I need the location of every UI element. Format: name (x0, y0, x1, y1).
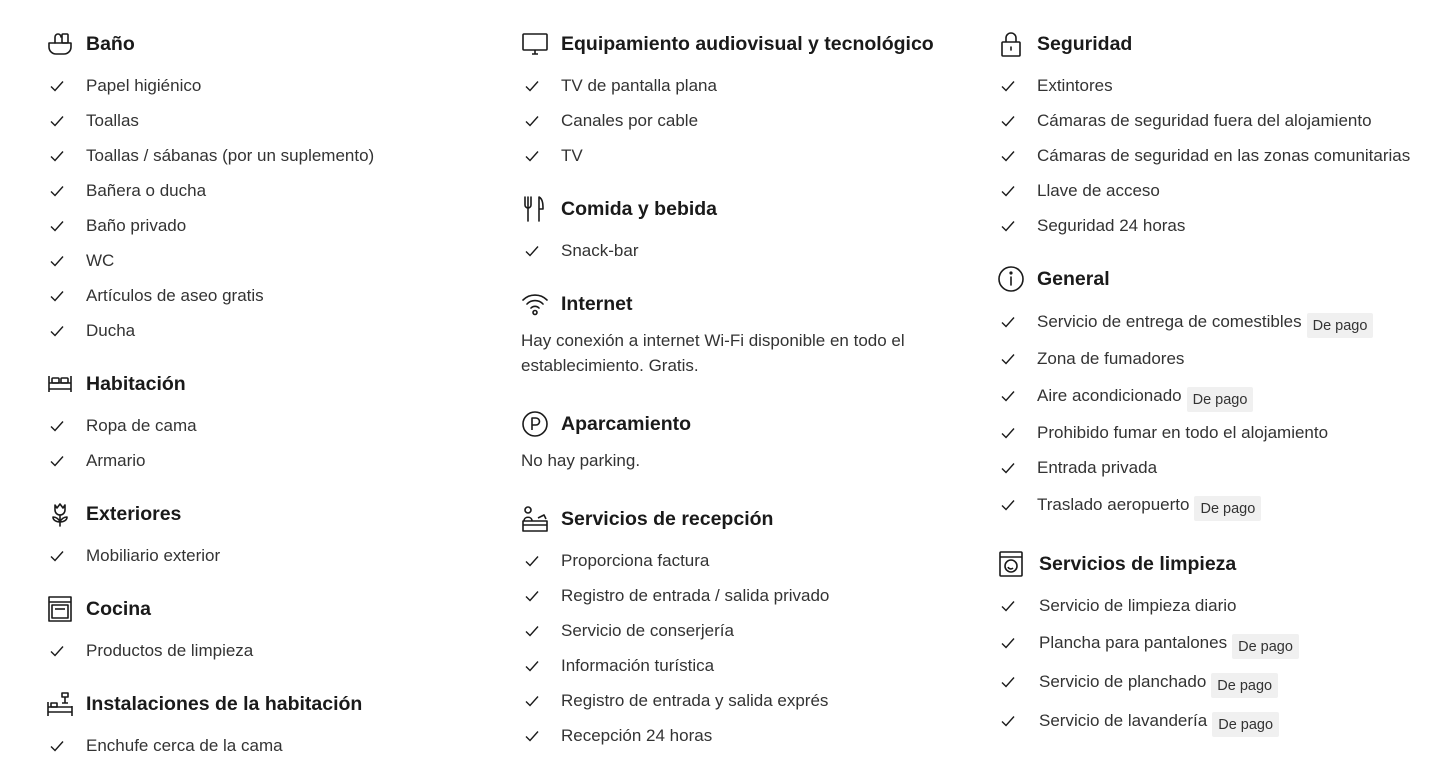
amenity-item (521, 718, 961, 753)
paid-badge: De pago (1187, 387, 1254, 412)
amenity-item (46, 173, 486, 208)
amenity-item (997, 663, 1437, 701)
amenity-item (521, 613, 961, 648)
amenity-label: Proporciona factura (561, 550, 710, 570)
amenity-label: Bañera o ducha (86, 180, 207, 200)
checkmark-icon (46, 453, 86, 469)
amenity-list (521, 233, 961, 268)
section-title: Equipamiento audiovisual y tecnológico (561, 32, 934, 55)
amenity-label: Llave de acceso (1037, 180, 1160, 200)
section-title: General (1037, 267, 1110, 290)
flower-icon (46, 500, 74, 528)
section-heading (46, 30, 486, 58)
checkmark-icon (46, 418, 86, 434)
bath-icon (46, 30, 74, 58)
amenity-item (997, 415, 1437, 450)
amenity-label: Baño privado (86, 215, 187, 235)
amenity-item (46, 103, 486, 138)
section-heading (997, 30, 1437, 58)
checkmark-icon (997, 388, 1037, 404)
amenity-label: Zona de fumadores (1037, 348, 1185, 368)
amenity-item (46, 68, 486, 103)
amenity-label: Aire acondicionado (1037, 386, 1182, 405)
checkmark-icon (46, 643, 86, 659)
room-amenities-icon (46, 690, 74, 718)
checkmark-icon (46, 183, 86, 199)
checkmark-icon (521, 113, 561, 129)
checkmark-icon (997, 148, 1037, 164)
amenity-item (46, 728, 486, 763)
checkmark-icon (46, 148, 86, 164)
checkmark-icon (46, 113, 86, 129)
paid-badge: De pago (1212, 712, 1279, 737)
section-title: Servicios de recepción (561, 507, 774, 530)
section-cleaning (997, 550, 1437, 740)
section-title: Exteriores (86, 502, 182, 525)
internet-description: Hay conexión a internet Wi-Fi disponible en todo el establecimiento. Gratis. (521, 331, 905, 375)
amenity-item (997, 173, 1437, 208)
amenity-item (521, 68, 961, 103)
checkmark-icon (997, 183, 1037, 199)
amenity-label: Recepción 24 horas (561, 725, 713, 745)
checkmark-icon (46, 738, 86, 754)
amenity-label: Servicio de conserjería (561, 620, 734, 640)
amenity-item (997, 588, 1437, 623)
amenity-list (997, 303, 1437, 524)
checkmark-icon (521, 553, 561, 569)
amenity-item (997, 303, 1437, 341)
amenity-item (997, 624, 1437, 662)
amenity-item (46, 278, 486, 313)
amenity-item (521, 543, 961, 578)
section-bathroom (46, 30, 486, 348)
section-title: Cocina (86, 597, 152, 620)
amenity-item (46, 633, 486, 668)
amenity-list (521, 543, 961, 753)
section-title: Habitación (86, 372, 186, 395)
checkmark-icon (46, 253, 86, 269)
amenity-list (46, 68, 486, 348)
section-heading (521, 195, 961, 223)
bed-icon (46, 370, 74, 398)
amenity-item (997, 486, 1437, 524)
parking-description: No hay parking. (521, 451, 641, 470)
amenity-label: Toallas (86, 110, 139, 130)
amenity-label: Productos de limpieza (86, 640, 254, 660)
section-room-amenities (46, 690, 486, 763)
amenity-label: Toallas / sábanas (por un suplemento) (86, 145, 375, 165)
checkmark-icon (46, 78, 86, 94)
amenity-label: WC (86, 250, 115, 270)
amenity-label: TV de pantalla plana (561, 75, 717, 95)
amenity-item (997, 208, 1437, 243)
checkmark-icon (997, 351, 1037, 367)
paid-badge: De pago (1211, 673, 1278, 698)
section-room (46, 370, 486, 478)
amenity-list (46, 408, 486, 478)
amenity-item (46, 313, 486, 348)
lock-icon (997, 30, 1025, 58)
amenity-item (997, 68, 1437, 103)
amenity-item (997, 702, 1437, 740)
amenity-label: Snack-bar (561, 240, 639, 260)
amenity-item (521, 648, 961, 683)
section-title: Baño (86, 32, 135, 55)
amenity-item (997, 103, 1437, 138)
checkmark-icon (997, 314, 1037, 330)
amenity-label: Servicio de limpieza diario (1039, 595, 1237, 615)
section-heading (46, 370, 486, 398)
checkmark-icon (521, 243, 561, 259)
amenity-item (997, 450, 1437, 485)
amenity-label: Información turística (561, 655, 715, 675)
section-security (997, 30, 1437, 243)
paid-badge: De pago (1194, 496, 1261, 521)
amenity-list (46, 728, 486, 763)
section-heading (46, 500, 486, 528)
amenity-item (46, 138, 486, 173)
amenity-item (521, 578, 961, 613)
amenity-item (46, 208, 486, 243)
section-heading (521, 505, 961, 533)
parking-icon (521, 410, 549, 438)
checkmark-icon (521, 588, 561, 604)
checkmark-icon (521, 78, 561, 94)
amenity-label: Traslado aeropuerto (1037, 495, 1190, 514)
amenity-label: Ducha (86, 320, 136, 340)
checkmark-icon (997, 635, 1039, 651)
checkmark-icon (997, 674, 1039, 690)
section-title: Aparcamiento (561, 412, 692, 435)
section-heading (521, 30, 961, 58)
amenity-label: Papel higiénico (86, 75, 202, 95)
amenity-label: Ropa de cama (86, 415, 197, 435)
section-audiovisual (521, 30, 961, 173)
amenity-label: Entrada privada (1037, 457, 1158, 477)
amenity-label: Enchufe cerca de la cama (86, 735, 283, 755)
checkmark-icon (46, 288, 86, 304)
amenity-list (46, 538, 486, 573)
section-outdoors (46, 500, 486, 573)
fork-knife-icon (521, 195, 549, 223)
checkmark-icon (997, 425, 1037, 441)
checkmark-icon (997, 113, 1037, 129)
amenity-item (46, 243, 486, 278)
section-heading (46, 595, 486, 623)
checkmark-icon (46, 323, 86, 339)
section-heading (46, 690, 486, 718)
amenity-list (521, 68, 961, 173)
info-icon (997, 265, 1025, 293)
section-heading (521, 410, 961, 438)
section-title: Seguridad (1037, 32, 1133, 55)
amenity-item (46, 443, 486, 478)
checkmark-icon (997, 497, 1037, 513)
amenity-item (521, 103, 961, 138)
wifi-icon (521, 290, 549, 318)
amenity-label: Extintores (1037, 75, 1113, 95)
checkmark-icon (46, 218, 86, 234)
amenity-item (997, 377, 1437, 415)
amenity-label: Cámaras de seguridad en las zonas comunitarias (1037, 145, 1411, 165)
section-parking (521, 410, 961, 473)
amenity-label: Servicio de lavandería (1039, 711, 1208, 730)
amenity-list (997, 588, 1437, 740)
section-food-drink (521, 195, 961, 268)
amenity-item (997, 341, 1437, 376)
checkmark-icon (521, 658, 561, 674)
amenity-list (997, 68, 1437, 243)
monitor-icon (521, 30, 549, 58)
section-heading (521, 290, 961, 318)
amenity-label: Canales por cable (561, 110, 699, 130)
amenity-label: Servicio de entrega de comestibles (1037, 312, 1302, 331)
section-title: Servicios de limpieza (1039, 552, 1237, 575)
amenity-label: Armario (86, 450, 146, 470)
section-general (997, 265, 1437, 524)
amenity-item (46, 538, 486, 573)
amenity-label: Seguridad 24 horas (1037, 215, 1186, 235)
section-title: Instalaciones de la habitación (86, 692, 363, 715)
paid-badge: De pago (1307, 313, 1374, 338)
amenity-item (997, 138, 1437, 173)
reception-desk-icon (521, 505, 549, 533)
amenity-label: Servicio de planchado (1039, 672, 1207, 691)
amenity-label: Artículos de aseo gratis (86, 285, 264, 305)
checkmark-icon (997, 460, 1037, 476)
section-heading (997, 265, 1437, 293)
checkmark-icon (997, 218, 1037, 234)
checkmark-icon (997, 78, 1037, 94)
amenity-item (521, 138, 961, 173)
amenity-list (46, 633, 486, 668)
section-kitchen (46, 595, 486, 668)
checkmark-icon (46, 548, 86, 564)
checkmark-icon (997, 713, 1039, 729)
section-title: Internet (561, 292, 633, 315)
section-heading (997, 550, 1437, 578)
washing-machine-icon (997, 550, 1025, 578)
amenity-label: Plancha para pantalones (1039, 633, 1228, 652)
checkmark-icon (521, 693, 561, 709)
amenity-label: Mobiliario exterior (86, 545, 221, 565)
amenity-label: Cámaras de seguridad fuera del alojamiento (1037, 110, 1372, 130)
amenity-label: TV (561, 145, 583, 165)
amenity-label: Prohibido fumar en todo el alojamiento (1037, 422, 1329, 442)
amenity-item (521, 683, 961, 718)
amenity-label: Registro de entrada / salida privado (561, 585, 830, 605)
amenity-label: Registro de entrada y salida exprés (561, 690, 829, 710)
section-reception (521, 505, 961, 753)
amenity-item (521, 233, 961, 268)
paid-badge: De pago (1232, 634, 1299, 659)
section-internet (521, 290, 961, 378)
oven-icon (46, 595, 74, 623)
checkmark-icon (521, 728, 561, 744)
checkmark-icon (521, 623, 561, 639)
amenity-item (46, 408, 486, 443)
checkmark-icon (997, 598, 1039, 614)
section-title: Comida y bebida (561, 197, 718, 220)
checkmark-icon (521, 148, 561, 164)
